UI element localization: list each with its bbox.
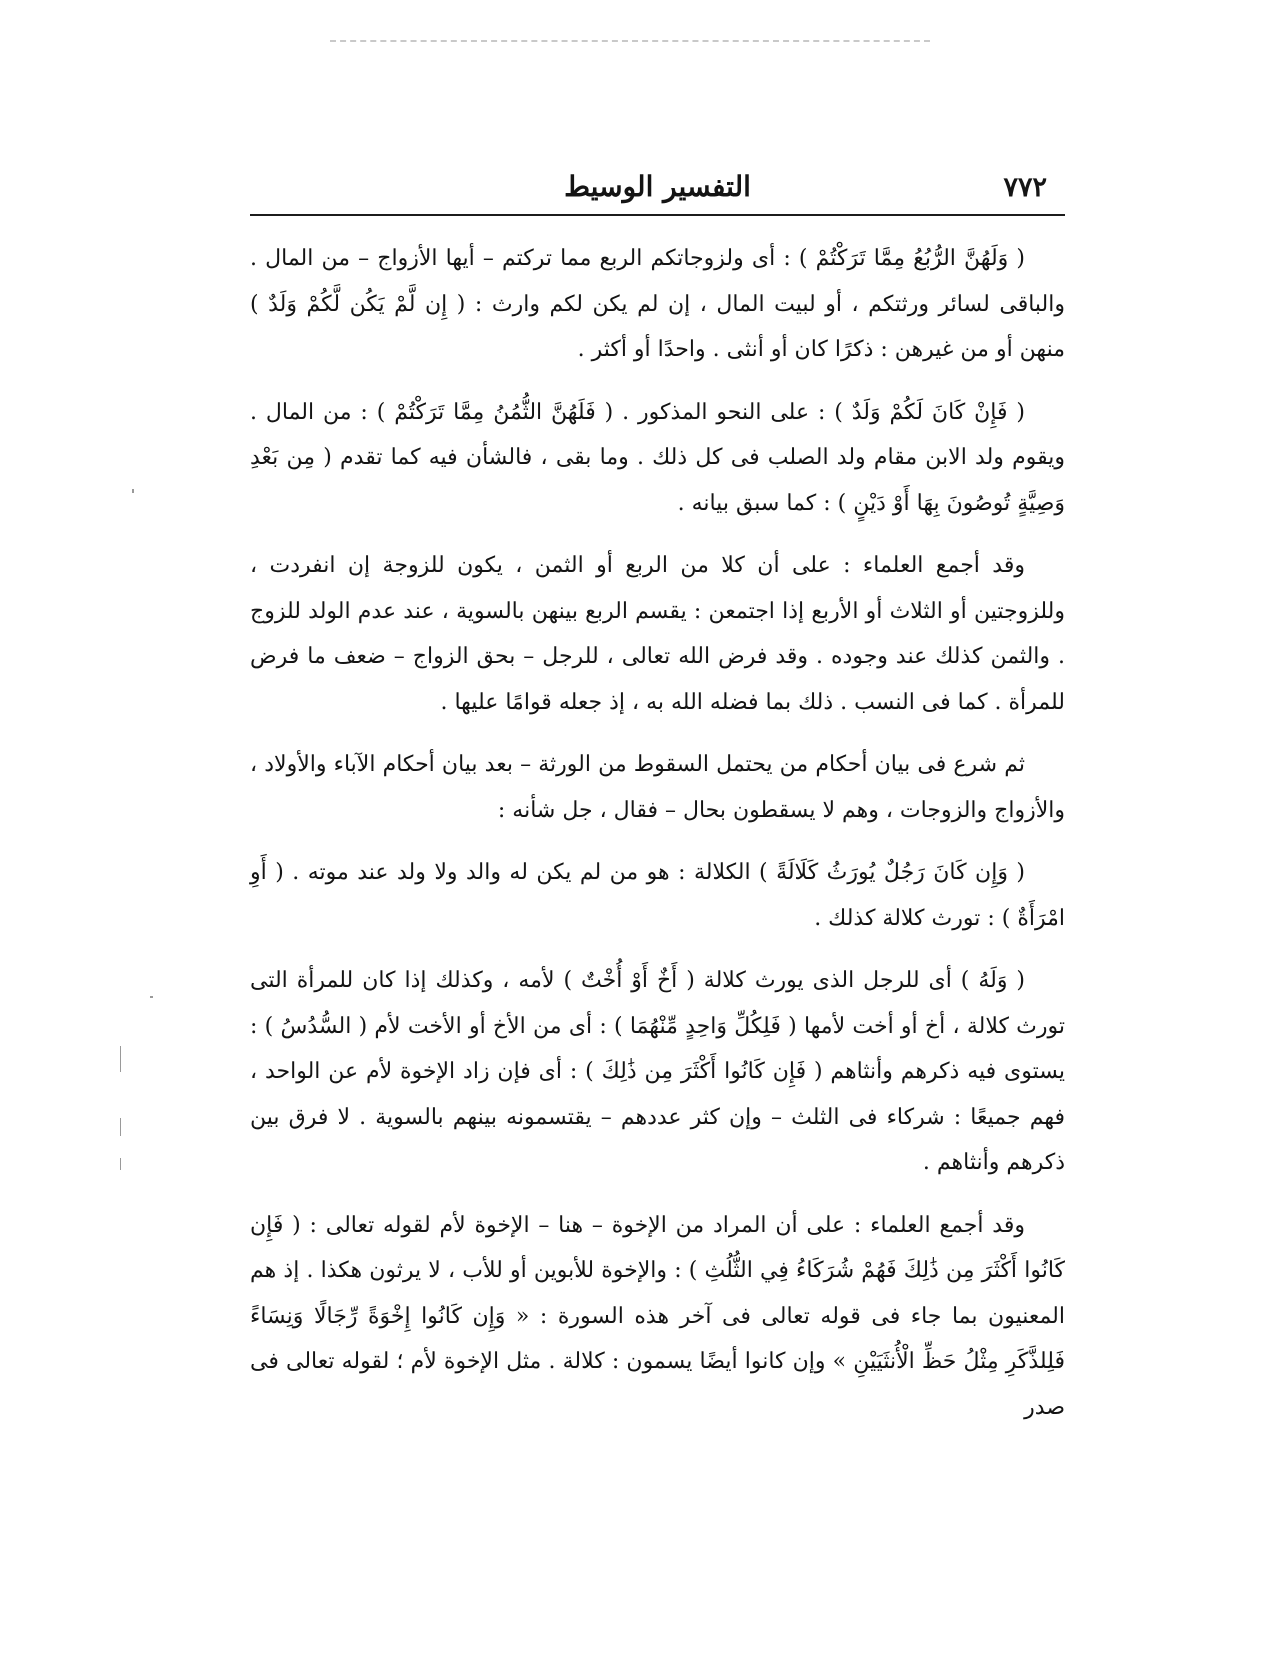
paragraph-5: ( وَإِن كَانَ رَجُلٌ يُورَثُ كَلَالَةً ) الكلالة : هو من لم يكن له والد ولا ولد عند موته . ( أَوِ امْرَأَةٌ ) : تورث كلالة كذلك . (250, 860, 1065, 931)
scan-artifact-mark (120, 1158, 121, 1170)
scan-artifact-mark (150, 996, 153, 998)
paragraph-1: ( وَلَهُنَّ الرُّبُعُ مِمَّا تَرَكْتُمْ ) : أى ولزوجاتكم الربع مما تركتم – أيها الأزواج – من المال . والباقى لسائر ورثتكم ، أو لبيت المال ، إن لم يكن لكم وارث : ( إِن لَّمْ يَكُن لَّكُمْ وَلَدٌ ) منهن أو من غيرهن : ذكرًا كان أو أنثى . واحدًا أو أكثر . (250, 246, 1065, 362)
scan-artifact-top-line (330, 40, 930, 42)
paragraph-2: ( فَإِنْ كَانَ لَكُمْ وَلَدٌ ) : على النحو المذكور . ( فَلَهُنَّ الثُّمُنُ مِمَّا تَرَكْتُمْ ) : من المال . ويقوم ولد الابن مقام ولد الصلب فى كل ذلك . وما بقى ، فالشأن فيه كما تقدم ( مِن بَعْدِ وَصِيَّةٍ تُوصُونَ بِهَا أَوْ دَيْنٍ ) : كما سبق بيانه . (250, 399, 1065, 516)
paragraph-6: ( وَلَهُ ) أى للرجل الذى يورث كلالة ( أَخٌ أَوْ أُخْتٌ ) لأمه ، وكذلك إذا كان للمرأة التى تورث كلالة ، أخ أو أخت لأمها ( فَلِكُلِّ وَاحِدٍ مِّنْهُمَا ) : أى من الأخ أو الأخت لأم ( السُّدُسُ ) : يستوى فيه ذكرهم وأنثاهم ( فَإِن كَانُوا أَكْثَرَ مِن ذَٰلِكَ ) : أى فإن زاد الإخوة لأم عن الواحد ، فهم جميعًا : شركاء فى الثلث – وإن كثر عددهم – يقتسمونه بينهم بالسوية . لا فرق بين ذكرهم وأنثاهم . (250, 968, 1065, 1175)
paragraph-3: وقد أجمع العلماء : على أن كلا من الربع أو الثمن ، يكون للزوجة إن انفردت ، وللزوجتين أو الثلاث أو الأربع إذا اجتمعن : يقسم الربع بينهن بالسوية ، عند عدم الولد للزوج . والثمن كذلك عند وجوده . وقد فرض الله تعالى ، للرجل – بحق الزواج – ضعف ما فرض للمرأة . كما فى النسب . ذلك بما فضله الله به ، إذ جعله قوامًا عليها . (250, 553, 1065, 715)
scan-artifact-mark (120, 1118, 121, 1136)
page-header (250, 168, 1065, 216)
book-title: التفسير الوسيط (564, 170, 751, 203)
page-number: ٧٧٢ (1003, 172, 1047, 203)
paragraph-4: ثم شرع فى بيان أحكام من يحتمل السقوط من الورثة – بعد بيان أحكام الآباء والأولاد ، والأزواج والزوجات ، وهم لا يسقطون بحال – فقال ، جل شأنه : (250, 752, 1065, 823)
paragraph-7: وقد أجمع العلماء : على أن المراد من الإخوة – هنا – الإخوة لأم لقوله تعالى : ( فَإِن كَانُوا أَكْثَرَ مِن ذَٰلِكَ فَهُمْ شُرَكَاءُ فِي الثُّلُثِ ) : والإخوة للأبوين أو للأب ، لا يرثون هكذا . إذ هم المعنيون بما جاء فى قوله تعالى فى آخر هذه السورة : « وَإِن كَانُوا إِخْوَةً رِّجَالًا وَنِسَاءً فَلِلذَّكَرِ مِثْلُ حَظِّ الْأُنثَيَيْنِ » وإن كانوا أيضًا يسمون : كلالة . مثل الإخوة لأم ؛ لقوله تعالى فى صدر (250, 1212, 1065, 1420)
scan-artifact-mark (120, 1046, 121, 1072)
scan-artifact-mark (132, 489, 134, 493)
header-divider (250, 214, 1065, 216)
page-body (250, 236, 1065, 1447)
